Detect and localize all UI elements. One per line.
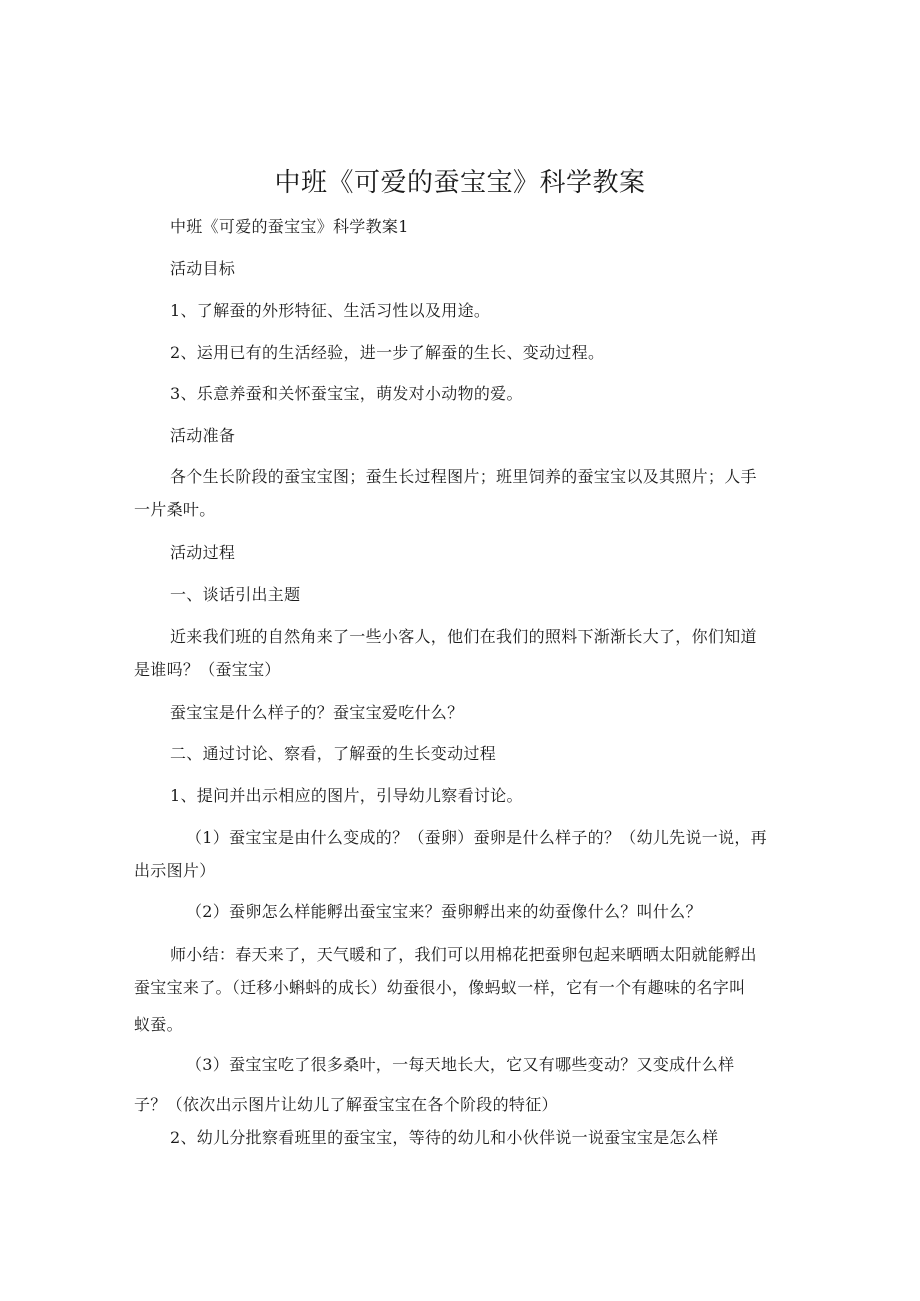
subheading-process: 活动过程	[170, 543, 236, 562]
step-item: 2、幼儿分批察看班里的蚕宝宝，等待的幼儿和小伙伴说一说蚕宝宝是怎么样	[170, 1128, 719, 1147]
question-item: 出示图片）	[134, 861, 216, 880]
question-item: （3）蚕宝宝吃了很多桑叶，一每天地长大，它又有哪些变动？又变成什么样	[186, 1055, 735, 1074]
paragraph-line: 蚕宝宝来了。（迁移小蝌蚪的成长）幼蚕很小，像蚂蚁一样，它有一个有趣味的名字叫	[134, 978, 746, 997]
step-item: 1、提问并出示相应的图片，引导幼儿察看讨论。	[170, 786, 523, 805]
question-item: （2）蚕卵怎么样能孵出蚕宝宝来？蚕卵孵出来的幼蚕像什么？叫什么？	[186, 902, 702, 921]
step-heading: 一、谈话引出主题	[170, 585, 301, 604]
subheading-preparation: 活动准备	[170, 426, 236, 445]
section-heading: 中班《可爱的蚕宝宝》科学教案1	[170, 217, 409, 236]
question-item: （1）蚕宝宝是由什么变成的？（蚕卵）蚕卵是什么样子的？（幼儿先说一说，再	[186, 828, 767, 847]
goal-item: 3、乐意养蚕和关怀蚕宝宝，萌发对小动物的爱。	[170, 384, 523, 403]
question-item: 子？（依次出示图片让幼儿了解蚕宝宝在各个阶段的特征）	[134, 1095, 558, 1114]
paragraph-line: 师小结：春天来了，天气暖和了，我们可以用棉花把蚕卵包起来晒晒太阳就能孵出	[170, 945, 757, 964]
document-title: 中班《可爱的蚕宝宝》科学教案	[274, 168, 646, 198]
paragraph-line: 蚕宝宝是什么样子的？蚕宝宝爱吃什么？	[170, 703, 464, 722]
paragraph-line: 近来我们班的自然角来了一些小客人，他们在我们的照料下渐渐长大了，你们知道	[170, 627, 757, 646]
goal-item: 1、了解蚕的外形特征、生活习性以及用途。	[170, 301, 491, 320]
goal-item: 2、运用已有的生活经验，进一步了解蚕的生长、变动过程。	[170, 343, 605, 362]
paragraph-line: 是谁吗？（蚕宝宝）	[134, 660, 281, 679]
step-heading: 二、通过讨论、察看，了解蚕的生长变动过程	[170, 744, 497, 763]
paragraph-line: 蚁蚕。	[134, 1015, 183, 1034]
subheading-goals: 活动目标	[170, 259, 236, 278]
paragraph-line: 一片桑叶。	[134, 500, 216, 519]
paragraph-line: 各个生长阶段的蚕宝宝图；蚕生长过程图片；班里饲养的蚕宝宝以及其照片；人手	[170, 467, 757, 486]
